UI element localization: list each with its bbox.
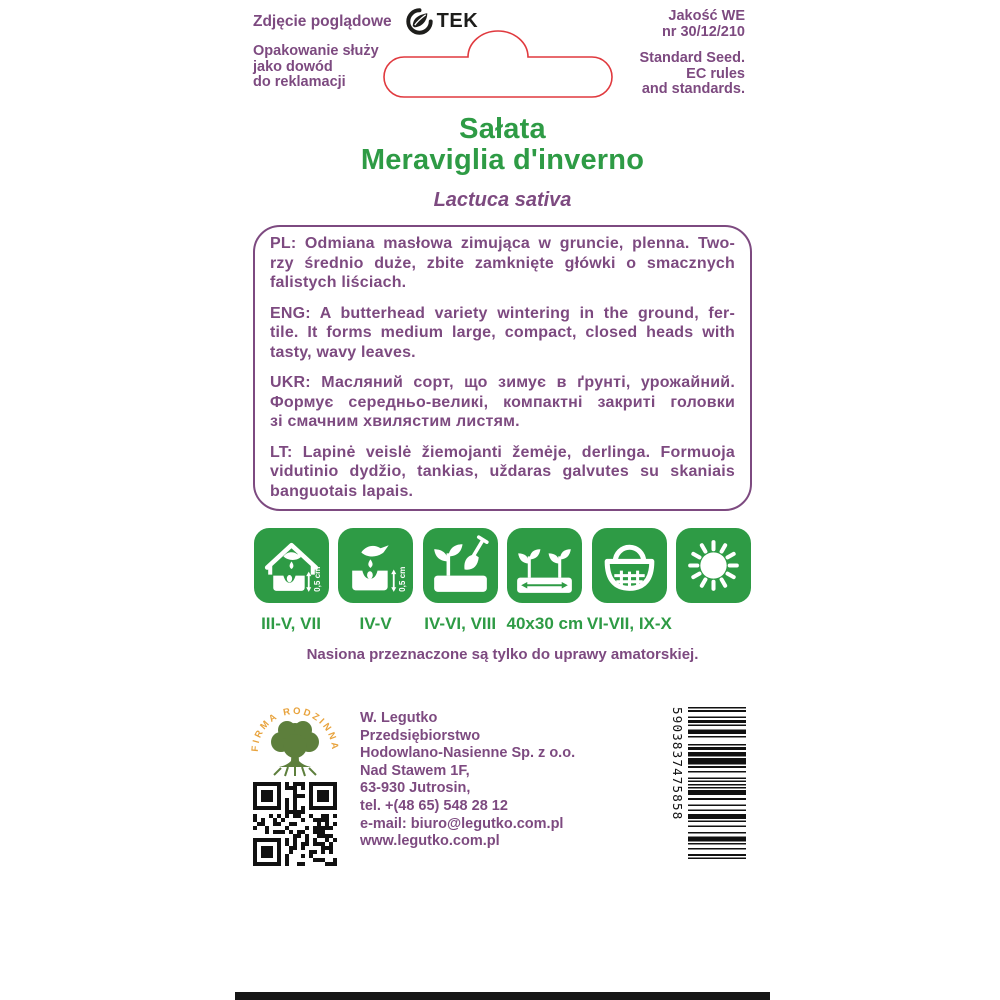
sun-icon [676,528,751,603]
standard-note: Standard Seed. EC rules and standards. [639,50,745,97]
description-pl: PL: Odmiana masłowa zimująca w gruncie, plenna. Two- rzy średnio duże, zbite zamknięte główki o smacznych falistych liściach. [270,235,735,291]
depth-label: 0,5 cm [397,566,407,592]
company-address: W. Legutko Przedsiębiorstwo Hodowlano-Nasienne Sp. z o.o. Nad Stawem 1F, 63-930 Jutrosin, tel. +(48 65) 548 28 12 e-mail: biuro@legutko.com.pl www.legutko.com.pl [360,710,576,850]
family-company-logo [247,700,343,782]
barcode [670,707,746,859]
sow-under-cover-icon [254,528,329,603]
transplant-label: IV-VI, VIII [424,614,497,633]
species-title: Sałata [459,113,546,145]
packet-area [235,0,770,1000]
photo-note-label: Zdjęcie poglądowe [253,12,392,30]
depth-label: 0,5 cm [312,566,322,592]
amateur-use-note: Nasiona przeznaczone są tylko do uprawy amatorskiej. [306,646,699,663]
sow-direct-icon [338,528,413,603]
plant-spacing-icon [507,528,582,603]
tek-label: TEK [436,10,479,32]
icon-col-sow-under-cover [253,528,329,634]
description-lt: LT: Lapinė veislė žiemojanti žemėje, derlinga. Formuoja vidutinio dydžio, tankias, uždaras galvutes su skaniais banguotais lapais. [270,443,735,500]
hanger-tab-outline [380,27,620,103]
icon-col-plant-spacing [507,528,583,634]
sow-direct-label: IV-V [359,614,392,633]
pictogram-row [253,528,752,634]
variety-title: Meraviglia d'inverno [360,144,645,176]
icon-col-transplant [422,528,498,634]
icon-col-sun [676,528,752,634]
barcode-bars [688,707,746,859]
logo-arc-text: FIRMA RODZINNA [249,705,341,753]
header-right [639,9,745,98]
tree-icon [271,721,319,767]
packaging-note: Opakowanie służy jako dowód do reklamacji [253,43,379,90]
description-eng: ENG: A butterhead variety wintering in the ground, fer- tile. It forms medium large, compact, closed heads with tasty, wavy leaves. [270,304,735,361]
harvest-basket-icon [592,528,667,603]
description-ukr: UKR: Масляний сорт, що зимує в ґрунті, урожайний. Формує середньо-великі, компактні закриті головки зі смачним хвилястим листям. [270,374,735,430]
plant-spacing-label: 40x30 cm [506,614,584,633]
packet-bottom-edge [235,992,770,1000]
qr-code [253,782,337,866]
harvest-label: VI-VII, IX-X [586,614,672,633]
transplant-icon [423,528,498,603]
barcode-number: 5903837475858 [670,707,685,821]
icon-col-sow-direct [338,528,414,634]
description-box [253,225,752,511]
icon-col-harvest [586,528,672,634]
latin-name: Lactuca sativa [433,189,572,211]
quality-note: Jakość WE nr 30/12/210 [661,8,745,40]
sow-under-cover-label: III-V, VII [261,614,321,633]
title-block [235,114,770,212]
